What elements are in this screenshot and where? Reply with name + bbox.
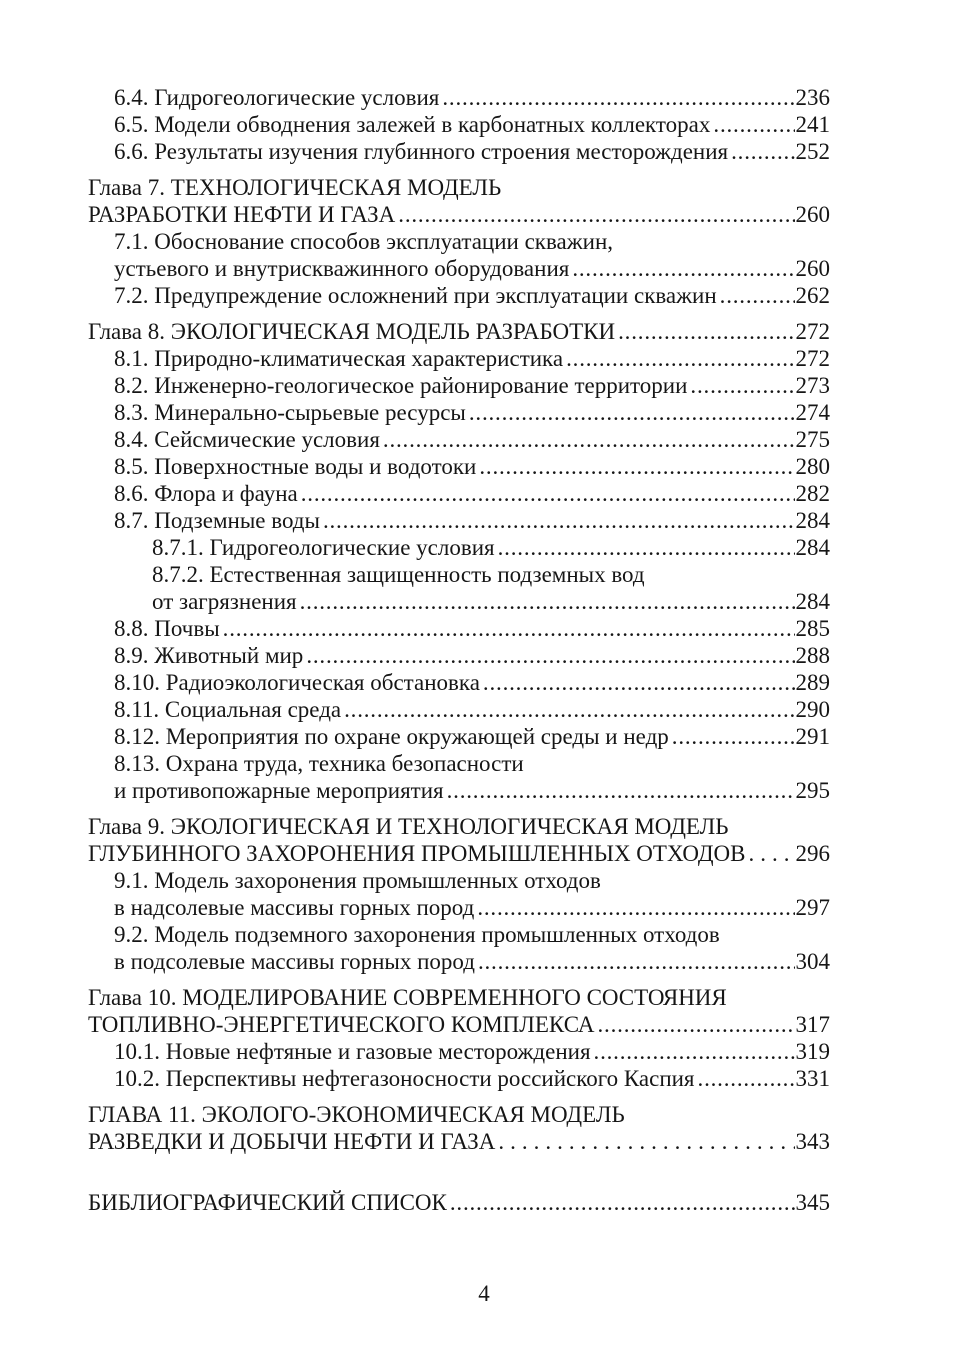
toc-page-number: 284 [795, 535, 830, 560]
toc-entry-text: 10.1. Новые нефтяные и газовые месторождения [114, 1039, 591, 1064]
footer-page-number: 4 [478, 1281, 490, 1306]
toc-line [88, 588, 830, 615]
toc-line [88, 399, 830, 426]
toc-line [88, 453, 830, 480]
toc-entry-text: 8.5. Поверхностные воды и водотоки [114, 454, 477, 479]
toc-line [88, 669, 830, 696]
toc-entry-text: 7.2. Предупреждение осложнений при эксплуатации скважин [114, 283, 717, 308]
toc-line [88, 507, 830, 534]
toc-line [88, 867, 830, 894]
toc-line [88, 372, 830, 399]
toc-page-number: 295 [795, 778, 830, 803]
dot-leader [479, 453, 794, 480]
toc-page-number: 241 [795, 112, 830, 137]
toc-entry-text: 8.12. Мероприятия по охране окружающей среды и недр [114, 724, 669, 749]
toc-line [88, 318, 830, 345]
dot-leader [566, 345, 794, 372]
toc-line [88, 948, 830, 975]
toc-page-number: 282 [795, 481, 830, 506]
toc-line [88, 138, 830, 165]
toc-line [88, 561, 830, 588]
dot-leader [223, 615, 795, 642]
dot-leader [344, 696, 794, 723]
toc-line [88, 1189, 830, 1216]
toc-entry-text: 9.1. Модель захоронения промышленных отходов [114, 868, 601, 893]
dot-leader [690, 372, 794, 399]
toc-page-number: 252 [795, 139, 830, 164]
toc-page-number: 275 [795, 427, 830, 452]
dot-leader [442, 84, 794, 111]
toc-entry-text: ГЛУБИННОГО ЗАХОРОНЕНИЯ ПРОМЫШЛЕННЫХ ОТХОДОВ [88, 841, 746, 866]
toc-entry-text: 6.5. Модели обводнения залежей в карбонатных коллекторах [114, 112, 711, 137]
toc-line [88, 1065, 830, 1092]
dot-leader [598, 1011, 795, 1038]
dot-leader [594, 1038, 795, 1065]
toc-entry-text: 8.6. Флора и фауна [114, 481, 298, 506]
toc-entry-text: 8.1. Природно-климатическая характеристика [114, 346, 564, 371]
toc-page-number: 274 [795, 400, 830, 425]
toc-line [88, 615, 830, 642]
toc-page-number: 262 [795, 283, 830, 308]
toc-entry-text: и противопожарные мероприятия [114, 778, 444, 803]
toc-entry-text: 8.7. Подземные воды [114, 508, 320, 533]
toc-page-number: 284 [795, 589, 830, 614]
toc-entry-text: Глава 8. ЭКОЛОГИЧЕСКАЯ МОДЕЛЬ РАЗРАБОТКИ [88, 319, 616, 344]
toc-entry-text: 8.10. Радиоэкологическая обстановка [114, 670, 480, 695]
toc-line [88, 894, 830, 921]
dot-leader [572, 255, 794, 282]
toc-page-number: 290 [795, 697, 830, 722]
toc-entry-text: РАЗРАБОТКИ НЕФТИ И ГАЗА [88, 202, 396, 227]
toc-page-number: 345 [795, 1190, 830, 1215]
dot-leader [383, 426, 795, 453]
toc-line [88, 426, 830, 453]
dot-leader [477, 894, 794, 921]
toc-page-number: 285 [795, 616, 830, 641]
toc-entry-text: 6.4. Гидрогеологические условия [114, 85, 440, 110]
toc-entry-text: 9.2. Модель подземного захоронения промышленных отходов [114, 922, 720, 947]
toc-line [88, 750, 830, 777]
toc-page-number: 272 [795, 319, 830, 344]
toc-line [88, 777, 830, 804]
toc-entry-text: 8.4. Сейсмические условия [114, 427, 380, 452]
toc-page-number: 273 [795, 373, 830, 398]
toc-entry-text: БИБЛИОГРАФИЧЕСКИЙ СПИСОК [88, 1190, 447, 1215]
toc-entry-text: устьевого и внутрискважинного оборудования [114, 256, 570, 281]
toc-entry-text: Глава 10. МОДЕЛИРОВАНИЕ СОВРЕМЕННОГО СОСТОЯНИЯ [88, 985, 727, 1010]
toc-entry-text: в подсолевые массивы горных пород [114, 949, 475, 974]
toc-entry-text: 8.7.2. Естественная защищенность подземных вод [152, 562, 645, 587]
toc-line [88, 696, 830, 723]
dot-leader [300, 588, 795, 615]
toc-line [88, 282, 830, 309]
toc-line [88, 228, 830, 255]
toc-entry-text: Глава 7. ТЕХНОЛОГИЧЕСКАЯ МОДЕЛЬ [88, 175, 502, 200]
dot-leader [469, 399, 795, 426]
toc-page-number: 331 [795, 1066, 830, 1091]
dot-leader [618, 318, 794, 345]
toc-page-number: 236 [795, 85, 830, 110]
toc-line [88, 984, 830, 1011]
toc-entry-text: от загрязнения [152, 589, 297, 614]
toc-line [88, 1038, 830, 1065]
toc-line [88, 1128, 830, 1155]
dot-leader [450, 1189, 795, 1216]
toc-page-number: 280 [795, 454, 830, 479]
toc-page-number: 260 [795, 256, 830, 281]
toc-line [88, 174, 830, 201]
toc-page-number: 343 [795, 1129, 830, 1154]
toc-page-number: 288 [795, 643, 830, 668]
dot-leader [498, 534, 795, 561]
toc-entry-text: 7.1. Обоснование способов эксплуатации скважин, [114, 229, 614, 254]
toc-page-number: 272 [795, 346, 830, 371]
toc-entry-text: 8.7.1. Гидрогеологические условия [152, 535, 495, 560]
toc-line [88, 480, 830, 507]
toc-entry-text: Глава 9. ЭКОЛОГИЧЕСКАЯ И ТЕХНОЛОГИЧЕСКАЯ МОДЕЛЬ [88, 814, 729, 839]
toc-entry-text: 8.8. Почвы [114, 616, 220, 641]
dot-leader [323, 507, 795, 534]
toc-line [88, 921, 830, 948]
dot-leader [731, 138, 794, 165]
toc-entry-text: 6.6. Результаты изучения глубинного строения месторождения [114, 139, 729, 164]
toc-page-number: 296 [795, 841, 830, 866]
dot-leader [483, 669, 795, 696]
toc-page-number: 319 [795, 1039, 830, 1064]
toc-page-number: 304 [795, 949, 830, 974]
dot-leader [749, 840, 795, 867]
dot-leader [498, 1128, 794, 1155]
toc-entry-text: 8.9. Животный мир [114, 643, 304, 668]
toc-line [88, 255, 830, 282]
toc-line [88, 723, 830, 750]
toc-entry-text: 8.2. Инженерно-геологическое районирование территории [114, 373, 688, 398]
dot-leader [478, 948, 795, 975]
toc-line [88, 813, 830, 840]
toc-page-number: 284 [795, 508, 830, 533]
toc-page-number: 260 [795, 202, 830, 227]
toc-line [88, 1101, 830, 1128]
dot-leader [720, 282, 795, 309]
toc-line [88, 534, 830, 561]
toc-page-number: 317 [795, 1012, 830, 1037]
dot-leader [301, 480, 795, 507]
toc-line [88, 1011, 830, 1038]
toc-page-number: 297 [795, 895, 830, 920]
dot-leader [306, 642, 794, 669]
toc-page-number: 291 [795, 724, 830, 749]
toc-entry-text: ГЛАВА 11. ЭКОЛОГО-ЭКОНОМИЧЕСКАЯ МОДЕЛЬ [88, 1102, 625, 1127]
toc-line [88, 111, 830, 138]
toc-line [88, 840, 830, 867]
toc-page-number: 289 [795, 670, 830, 695]
toc-line [88, 345, 830, 372]
toc-entry-text: в надсолевые массивы горных пород [114, 895, 475, 920]
dot-leader [698, 1065, 795, 1092]
toc-entry-text: 10.2. Перспективы нефтегазоносности российского Каспия [114, 1066, 695, 1091]
toc-line [88, 84, 830, 111]
dot-leader [398, 201, 794, 228]
dot-leader [447, 777, 795, 804]
toc-entry-text: ТОПЛИВНО-ЭНЕРГЕТИЧЕСКОГО КОМПЛЕКСА [88, 1012, 595, 1037]
dot-leader [672, 723, 795, 750]
toc-entry-text: РАЗВЕДКИ И ДОБЫЧИ НЕФТИ И ГАЗА [88, 1129, 496, 1154]
dot-leader [713, 111, 794, 138]
toc-line [88, 201, 830, 228]
toc-entry-text: 8.13. Охрана труда, техника безопасности [114, 751, 524, 776]
toc-line [88, 642, 830, 669]
toc-entry-text: 8.3. Минерально-сырьевые ресурсы [114, 400, 466, 425]
toc [88, 84, 830, 1216]
toc-entry-text: 8.11. Социальная среда [114, 697, 342, 722]
